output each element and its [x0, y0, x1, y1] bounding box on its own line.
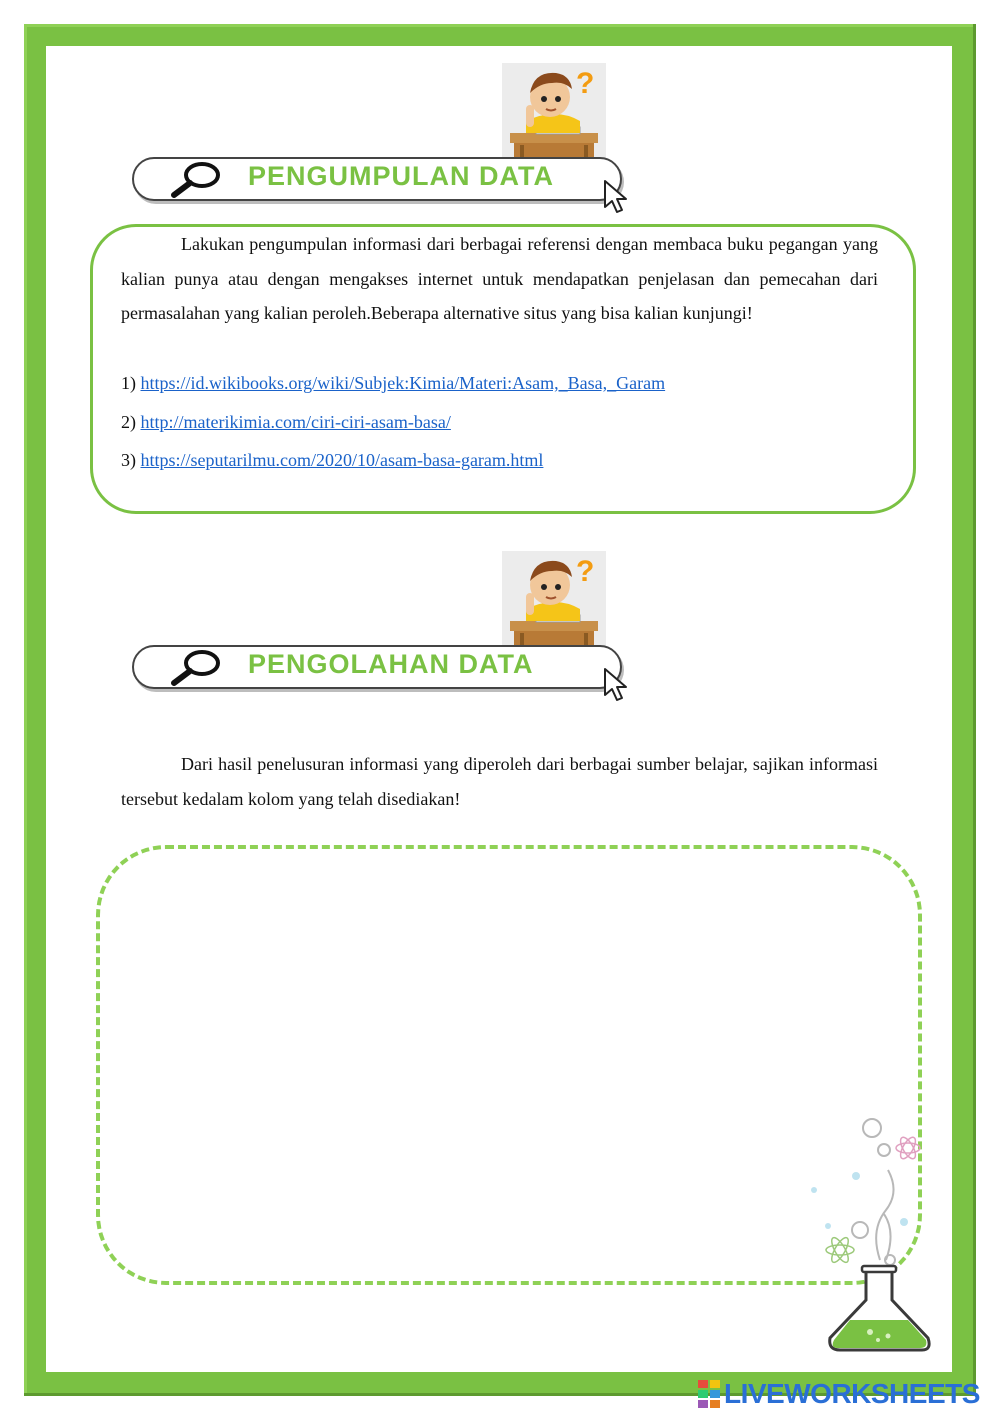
reference-link[interactable]: http://materikimia.com/ciri-ciri-asam-basa/ — [140, 411, 451, 432]
svg-text:?: ? — [576, 67, 595, 100]
magnifier-icon — [168, 647, 224, 687]
link-number: 2) — [121, 411, 136, 432]
svg-text:?: ? — [576, 555, 595, 588]
search-header-pengumpulan — [132, 157, 622, 203]
section-title: PENGOLAHAN DATA — [248, 649, 534, 679]
reference-link-row — [121, 366, 665, 405]
thinking-student-illustration — [502, 63, 606, 167]
thinking-student-illustration — [502, 551, 606, 655]
liveworksheets-brand — [698, 1378, 980, 1410]
instruction-paragraph: Dari hasil penelusuran informasi yang diperoleh dari berbagai sumber belajar, sajikan informasi tersebut kedalam kolom yang telah disediakan! — [121, 754, 878, 809]
cursor-arrow-icon — [602, 667, 632, 703]
section-title: PENGUMPULAN DATA — [248, 161, 554, 191]
reference-link-row — [121, 405, 665, 444]
cursor-arrow-icon — [602, 179, 632, 215]
link-number: 3) — [121, 450, 136, 470]
brand-name: LIVEWORKSHEETS — [724, 1378, 980, 1409]
chemistry-flask-illustration — [800, 1110, 950, 1355]
reference-link-row — [121, 443, 665, 482]
search-header-pengolahan — [132, 645, 622, 691]
answer-input-area[interactable] — [96, 845, 922, 1285]
liveworksheets-logo-icon — [698, 1380, 720, 1408]
magnifier-icon — [168, 159, 224, 199]
reference-link-list — [121, 366, 665, 482]
link-number: 1) — [121, 373, 136, 393]
reference-link[interactable]: https://seputarilmu.com/2020/10/asam-basa-garam.html — [140, 450, 544, 470]
instruction-paragraph: Lakukan pengumpulan informasi dari berbagai referensi dengan membaca buku pegangan yang kalian punya atau dengan mengakses internet untuk mendapatkan penjelasan dan pemecahan dari permasalahan yang kalian peroleh.Beberapa alternative situs yang bisa kalian kunjungi! — [121, 234, 878, 323]
reference-link[interactable]: https://id.wikibooks.org/wiki/Subjek:Kimia/Materi:Asam,_Basa,_Garam — [140, 373, 666, 393]
